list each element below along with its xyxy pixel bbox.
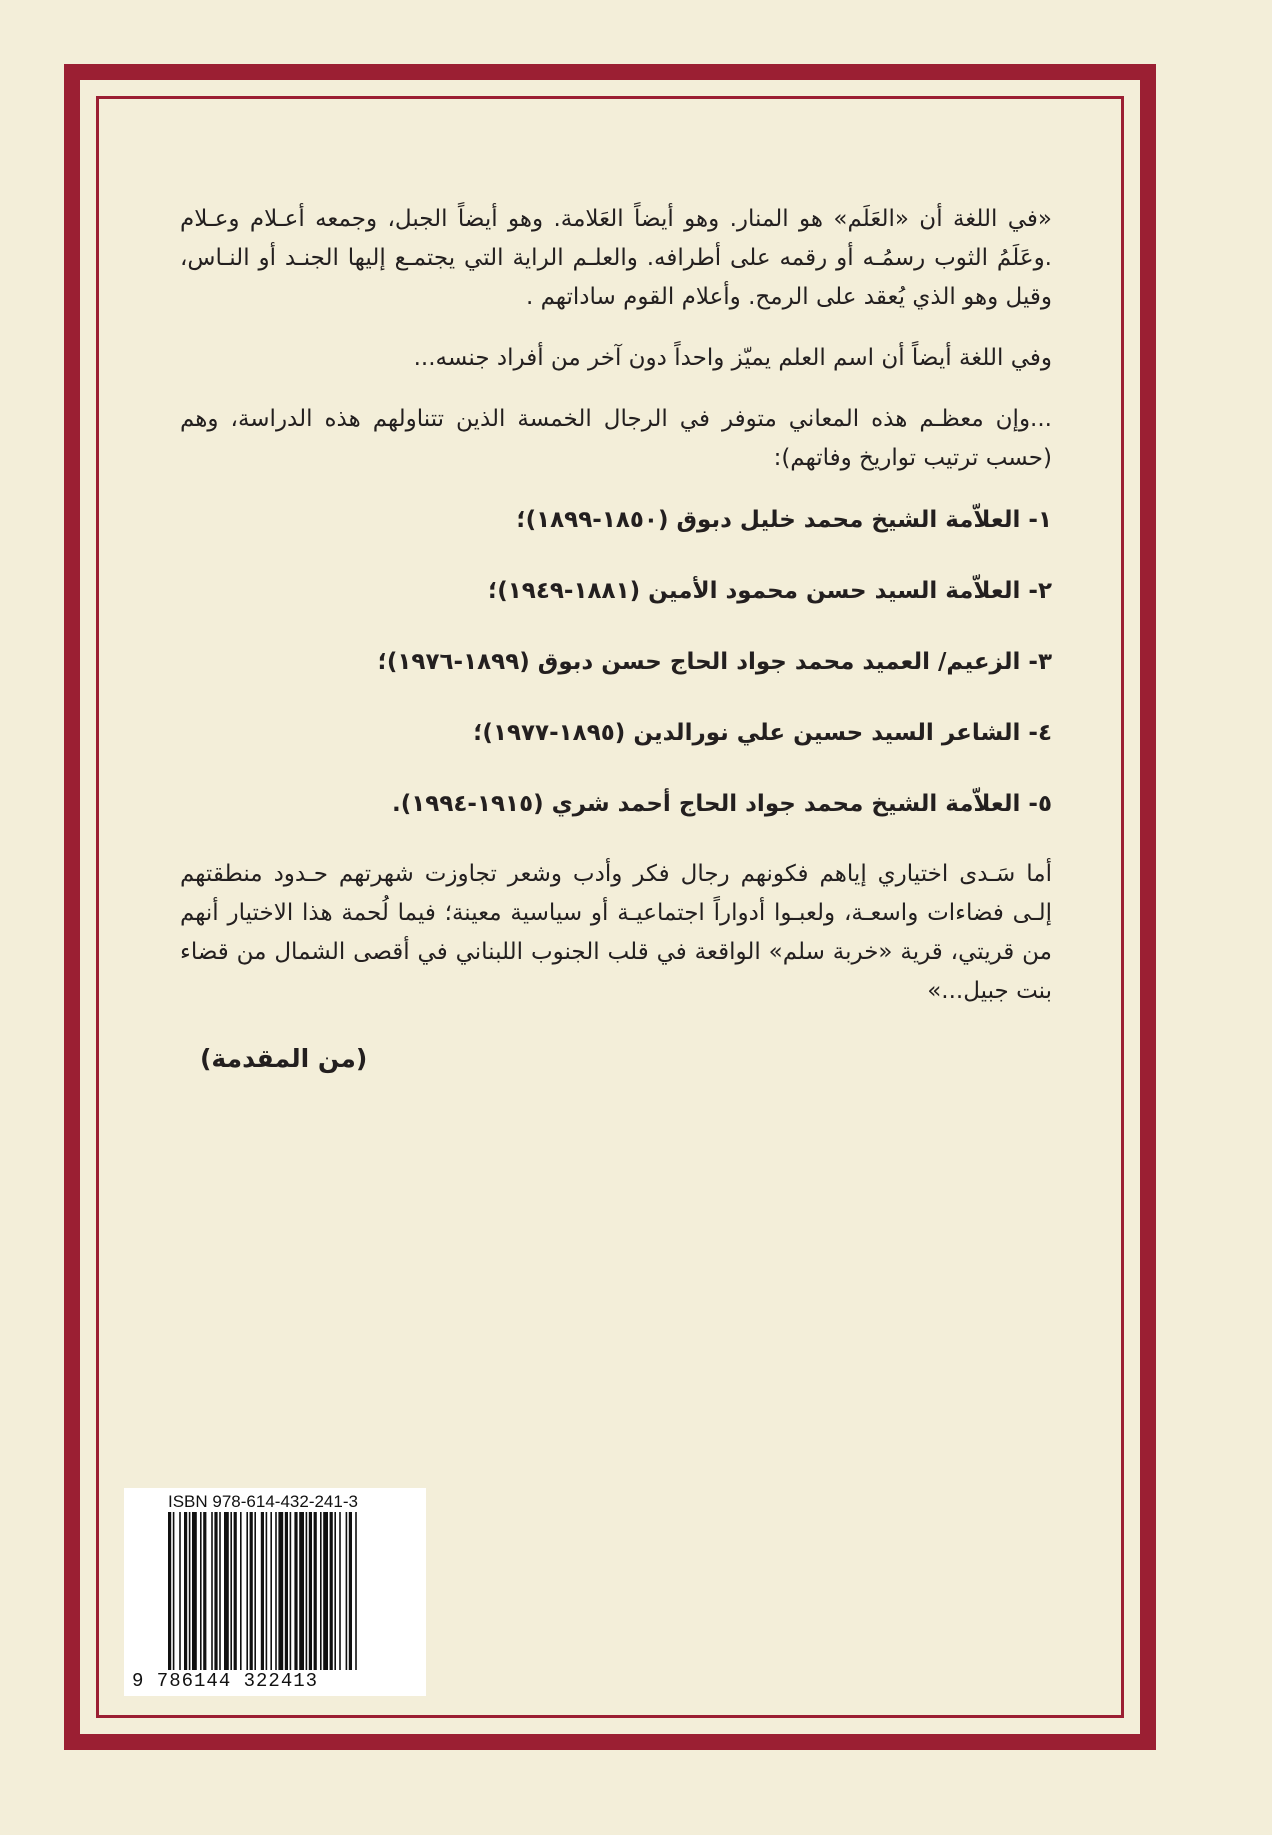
isbn-label: ISBN 978-614-432-241-3 [168, 1492, 358, 1511]
barcode-icon [168, 1512, 418, 1670]
second-paragraph: وفي اللغة أيضاً أن اسم العلم يميّز واحداً دون آخر من أفراد جنسه... [413, 345, 1052, 371]
source-attribution: (من المقدمة) [200, 1044, 368, 1073]
barcode-number: 9 786144 322413 [132, 1670, 319, 1692]
closing-paragraph: أما سَـدى اختياري إياهم فكونهم رجال فكر وأدب وشعر تجاوزت شهرتهم حـدود منطقتهم إلـى فضاءات واسعـة، ولعبـوا أدواراً اجتماعيـة أو سياسية معينة؛ فيما لُحمة هذا الاختيار أنهم من قريتي، قرية «خربة سلم» الواقعة في قلب الجنوب اللبناني في أقصى الشمال من قضاء بنت جبيل...» [180, 861, 1052, 1004]
isbn-barcode [124, 1488, 426, 1696]
list-item: ١- العلاّمة الشيخ محمد خليل دبوق (١٨٥٠-١٨٩٩)؛ [516, 507, 1052, 533]
back-cover-text [180, 200, 1052, 1078]
intro-paragraph: «في اللغة أن «العَلَم» هو المنار. وهو أيضاً العَلامة. وهو أيضاً الجبل، وجمعه أعـلام وعـلام .وعَلَمُ الثوب رسمُـه أو رقمه على أطرافه. والعلـم الراية التي يجتمـع إليها الجنـد أو النـاس، وقيل وهو الذي يُعقد على الرمح. وأعلام القوم ساداتهم . [180, 206, 1052, 310]
figures-list [180, 500, 1052, 824]
list-item: ٣- الزعيم/ العميد محمد جواد الحاج حسن دبوق (١٨٩٩-١٩٧٦)؛ [377, 649, 1052, 675]
list-item: ٢- العلاّمة السيد حسن محمود الأمين (١٨٨١-١٩٤٩)؛ [488, 578, 1052, 604]
list-item: ٥- العلاّمة الشيخ محمد جواد الحاج أحمد شري (١٩١٥-١٩٩٤). [392, 791, 1052, 817]
third-paragraph: ...وإن معظـم هذه المعاني متوفر في الرجال الخمسة الذين تتناولهم هذه الدراسة، وهم (حسب ترتيب تواريخ وفاتهم): [180, 406, 1052, 471]
list-item: ٤- الشاعر السيد حسين علي نورالدين (١٨٩٥-١٩٧٧)؛ [473, 720, 1052, 746]
